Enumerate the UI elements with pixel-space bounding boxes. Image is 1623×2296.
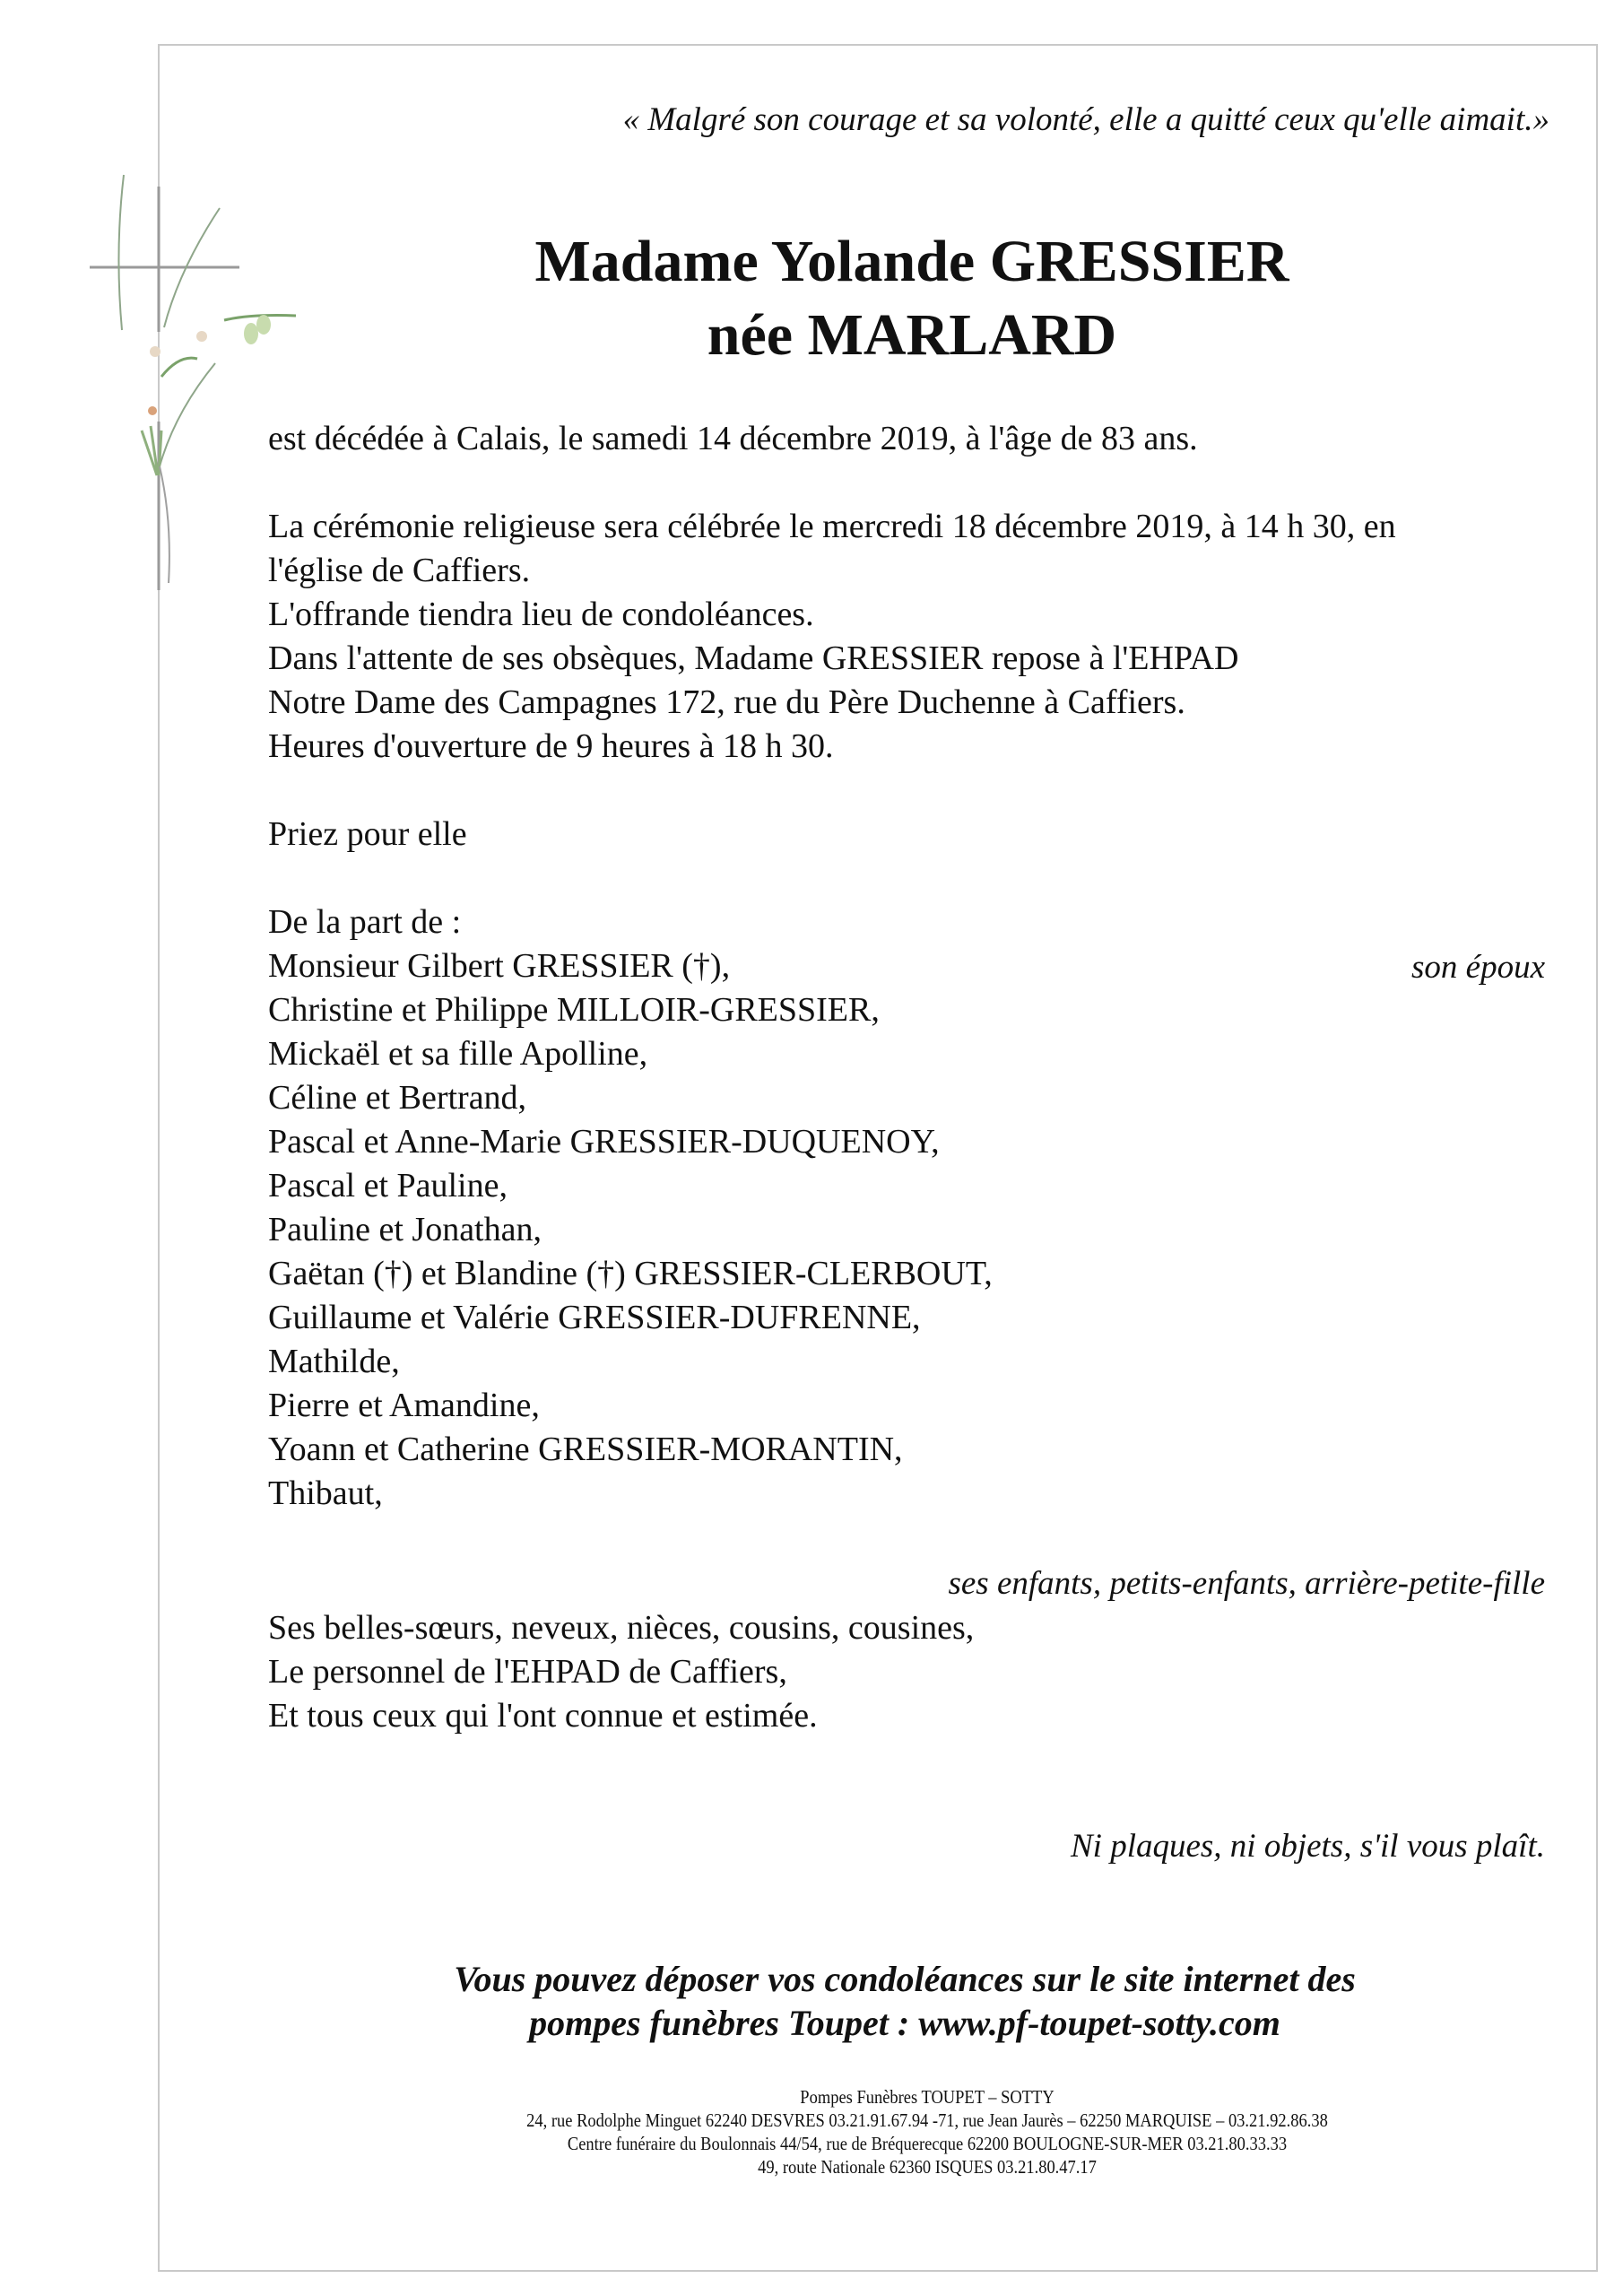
- family-member: Christine et Philippe MILLOIR-GRESSIER,: [268, 991, 880, 1029]
- death-text: est décédée à Calais, le samedi 14 décembre 2019, à l'âge de 83 ans.: [268, 420, 1198, 457]
- family-member: Mickaël et sa fille Apolline,: [268, 1035, 648, 1073]
- funeral-home-footer: [111, 2085, 1623, 2179]
- family-member: Thibaut,: [268, 1474, 383, 1512]
- ceremony-line: Heures d'ouverture de 9 heures à 18 h 30.: [268, 727, 834, 765]
- epitaph-quote: « Malgré son courage et sa volonté, elle a quitté ceux qu'elle aimait.»: [622, 101, 1549, 138]
- others-line: Et tous ceux qui l'ont connue et estimée.: [268, 1697, 818, 1735]
- death-notice: [268, 417, 1198, 461]
- family-member: Pascal et Anne-Marie GRESSIER-DUQUENOY,: [268, 1123, 940, 1161]
- family-member: Pierre et Amandine,: [268, 1387, 540, 1424]
- spouse-label: son époux: [1411, 949, 1545, 986]
- family-member: Yoann et Catherine GRESSIER-MORANTIN,: [268, 1431, 903, 1468]
- ceremony-line: L'offrande tiendra lieu de condoléances.: [268, 596, 814, 633]
- no-flowers-note: Ni plaques, ni objets, s'il vous plaît.: [1070, 1828, 1545, 1865]
- family-member: Gaëtan (†) et Blandine (†) GRESSIER-CLERBOUT,: [268, 1255, 993, 1292]
- children-label: ses enfants, petits-enfants, arrière-petite-fille: [948, 1565, 1545, 1602]
- family-member: Pascal et Pauline,: [268, 1167, 508, 1205]
- others-list: [268, 1606, 974, 1738]
- family-member: Mathilde,: [268, 1343, 400, 1380]
- deceased-name: Madame Yolande GRESSIER: [534, 229, 1289, 294]
- family-member: Guillaume et Valérie GRESSIER-DUFRENNE,: [268, 1299, 921, 1336]
- family-list: [268, 900, 993, 1516]
- maiden-name: née MARLARD: [707, 302, 1117, 368]
- footer-line: 49, route Nationale 62360 ISQUES 03.21.80.47.17: [758, 2156, 1097, 2178]
- ceremony-line: l'église de Caffiers.: [268, 552, 531, 589]
- family-member: Monsieur Gilbert GRESSIER (†),: [268, 947, 731, 985]
- footer-line: 24, rue Rodolphe Minguet 62240 DESVRES 03.21.91.67.94 -71, rue Jean Jaurès – 62250 MARQUISE – 03.21.92.86.38: [526, 2109, 1328, 2131]
- ceremony-line: La cérémonie religieuse sera célébrée le mercredi 18 décembre 2019, à 14 h 30, en: [268, 508, 1396, 545]
- family-member: Céline et Bertrand,: [268, 1079, 527, 1117]
- others-line: Ses belles-sœurs, neveux, nièces, cousins, cousines,: [268, 1609, 975, 1647]
- others-line: Le personnel de l'EHPAD de Caffiers,: [268, 1653, 787, 1691]
- from-label: De la part de :: [268, 903, 462, 941]
- footer-line: Pompes Funèbres TOUPET – SOTTY: [800, 2086, 1055, 2108]
- footer-line: Centre funéraire du Boulonnais 44/54, rue de Bréquerecque 62200 BOULOGNE-SUR-MER 03.21.80.33.33: [567, 2133, 1288, 2154]
- ceremony-line: Notre Dame des Campagnes 172, rue du Père Duchenne à Caffiers.: [268, 683, 1185, 721]
- prayer-text: Priez pour elle: [268, 815, 467, 853]
- prayer: [268, 813, 467, 857]
- ceremony-line: Dans l'attente de ses obsèques, Madame GRESSIER repose à l'EHPAD: [268, 639, 1239, 677]
- family-member: Pauline et Jonathan,: [268, 1211, 542, 1248]
- ceremony-info: [268, 505, 1396, 769]
- condolences-line: Vous pouvez déposer vos condoléances sur le site internet des: [454, 1959, 1356, 1999]
- condolences-line: pompes funèbres Toupet : www.pf-toupet-sotty.com: [529, 2003, 1280, 2043]
